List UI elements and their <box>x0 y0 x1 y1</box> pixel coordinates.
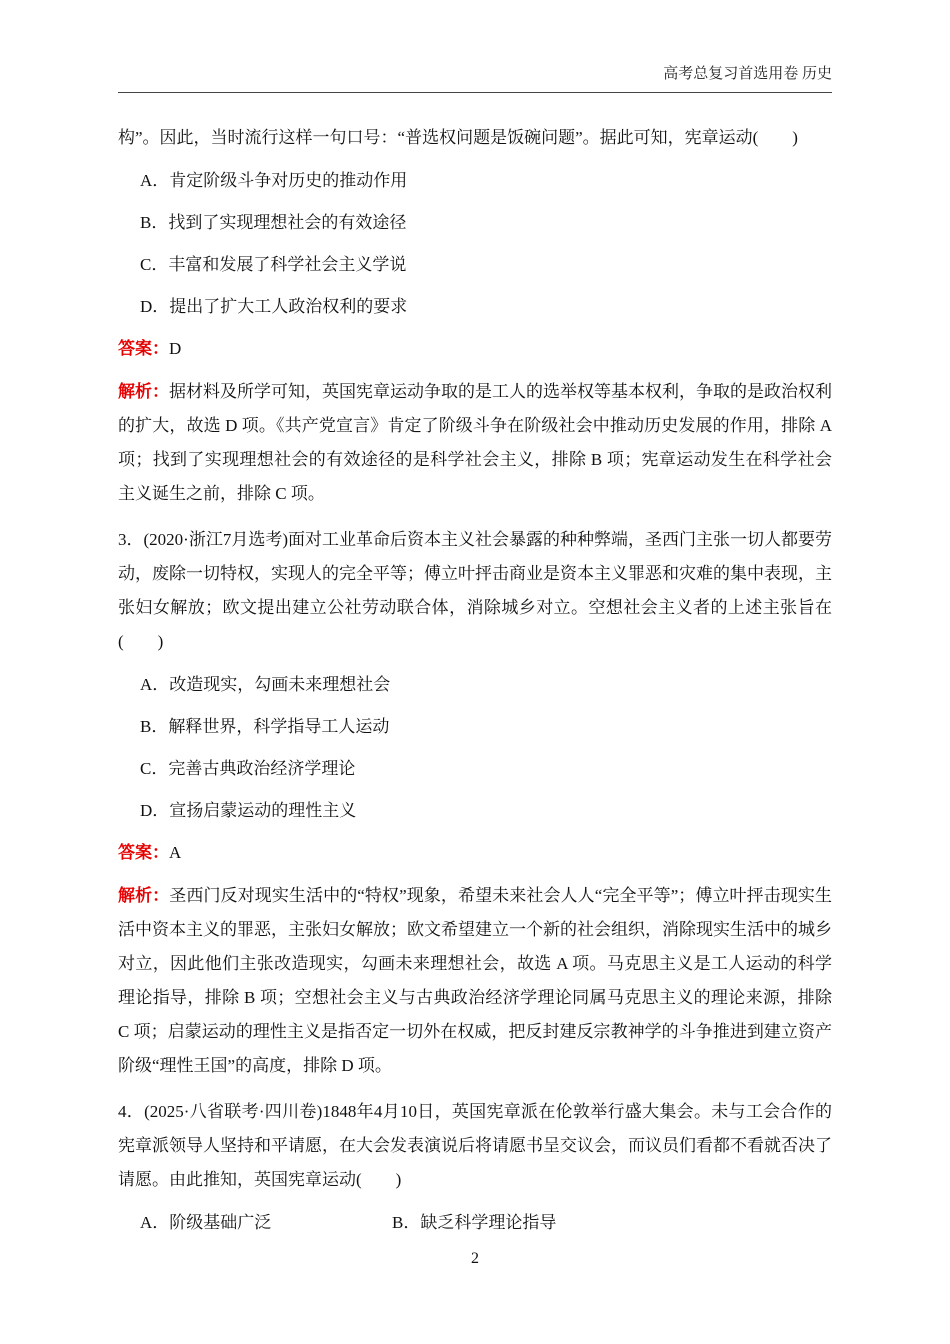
header-title: 高考总复习首选用卷 历史 <box>663 66 832 82</box>
analysis-label: 解析： <box>118 886 170 905</box>
document-content <box>118 93 832 1240</box>
answer-label: 答案： <box>118 843 169 862</box>
question-2-option-d: D．提出了扩大工人政治权利的要求 <box>140 297 408 316</box>
analysis-text: 圣西门反对现实生活中的“特权”现象，希望未来社会人人“完全平等”；傅立叶抨击现实生活中资本主义的罪恶，主张妇女解放；欧文希望建立一个新的社会组织，消除现实生活中的城乡对立，因此他们主张改造现实，勾画未来理想社会，故选 A 项。马克思主义是工人运动的科学理论指导，排除 B 项；空想社会主义与古典政治经济学理论同属马克思主义的理论来源，排除 C 项；启蒙运动的理性主义是指否定一切外在权威，把反封建反宗教神学的斗争推进到建立资产阶级“理性王国”的高度，排除 D 项。 <box>118 886 833 1075</box>
page-header <box>118 62 832 93</box>
question-2-option-a: A．肯定阶级斗争对历史的推动作用 <box>140 171 408 190</box>
question-3-answer <box>118 836 832 870</box>
question-2-option-b: B．找到了实现理想社会的有效途径 <box>140 213 407 232</box>
question-3-analysis <box>118 879 832 1083</box>
question-2-answer <box>118 332 832 366</box>
answer-label: 答案： <box>118 339 169 358</box>
answer-value: A <box>169 843 182 862</box>
question-3-option-a: A．改造现实，勾画未来理想社会 <box>140 675 391 694</box>
question-4-option-a: A．阶级基础广泛 <box>140 1213 272 1232</box>
question-2-stem-continuation: 构”。因此，当时流行这样一句口号：“普选权问题是饭碗问题”。据此可知，宪章运动( ) <box>118 128 798 147</box>
page-footer <box>0 1250 950 1268</box>
question-3-options <box>118 668 832 828</box>
question-2-options <box>118 164 832 324</box>
question-4-option-b: B．缺乏科学理论指导 <box>392 1213 557 1232</box>
page-number: 2 <box>471 1250 479 1267</box>
question-4-stem: 4．(2025·八省联考·四川卷)1848年4月10日，英国宪章派在伦敦举行盛大集会。未与工会合作的宪章派领导人坚持和平请愿，在大会发表演说后将请愿书呈交议会，而议员们看都不看就否决了请愿。由此推知，英国宪章运动( ) <box>118 1102 832 1189</box>
question-2-analysis <box>118 375 832 511</box>
question-2-option-c: C．丰富和发展了科学社会主义学说 <box>140 255 407 274</box>
analysis-label: 解析： <box>118 382 169 401</box>
question-3-option-c: C．完善古典政治经济学理论 <box>140 759 356 778</box>
answer-value: D <box>169 339 182 358</box>
analysis-text: 据材料及所学可知，英国宪章运动争取的是工人的选举权等基本权利，争取的是政治权利的扩大，故选 D 项。《共产党宣言》肯定了阶级斗争在阶级社会中推动历史发展的作用，排除 A 项；找到了实现理想社会的有效途径的是科学社会主义，排除 B 项；宪章运动发生在科学社会主义诞生之前，排除 C 项。 <box>118 382 832 503</box>
question-3-option-d: D．宣扬启蒙运动的理性主义 <box>140 801 357 820</box>
question-3-stem: 3．(2020·浙江7月选考)面对工业革命后资本主义社会暴露的种种弊端，圣西门主张一切人都要劳动，废除一切特权，实现人的完全平等；傅立叶抨击商业是资本主义罪恶和灾难的集中表现，主张妇女解放；欧文提出建立公社劳动联合体，消除城乡对立。空想社会主义者的上述主张旨在( ) <box>118 530 832 651</box>
question-4-options <box>118 1206 832 1240</box>
question-3-option-b: B．解释世界，科学指导工人运动 <box>140 717 390 736</box>
